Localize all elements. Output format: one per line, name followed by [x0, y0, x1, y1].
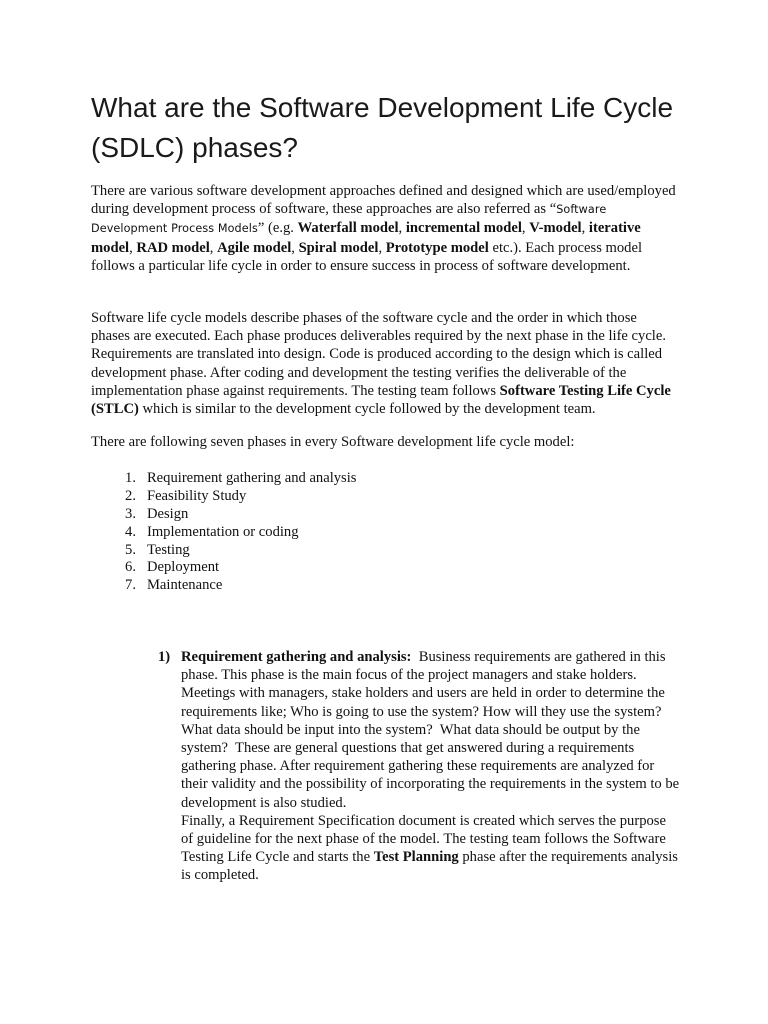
list-item-label: Deployment [146, 559, 220, 576]
separator: , [398, 220, 406, 237]
intro-process-models-term: Software Development Process Models [91, 203, 607, 236]
intro-text-1: There are various software development approaches defined and designed which are used/employed during development process of software, these approaches are also referred as “ [91, 183, 676, 218]
section-requirement-gathering [158, 648, 683, 885]
separator: , [581, 220, 589, 237]
phases-intro: There are following seven phases in every Software development life cycle model: [91, 434, 575, 450]
list-item [91, 541, 591, 559]
list-item-label: Design [146, 505, 189, 522]
list-item [91, 487, 591, 505]
list-item [91, 469, 591, 487]
list-item [91, 523, 591, 541]
intro-paragraph [91, 182, 677, 275]
list-item-number: 6. [125, 559, 136, 576]
model-agile: Agile model [217, 239, 292, 256]
model-v: V-model [529, 220, 582, 237]
model-incremental: incremental model [405, 220, 522, 237]
list-item-number: 7. [125, 577, 136, 594]
list-item [91, 558, 591, 576]
model-iterative: iterative model [91, 220, 641, 256]
list-item-label: Implementation or coding [146, 523, 299, 540]
list-item-number: 4. [125, 523, 136, 540]
model-prototype: Prototype model [385, 239, 489, 256]
separator: , [129, 239, 137, 256]
intro-text-3: etc.). Each process model follows a particular life cycle in order to ensure success in process of software development. [91, 239, 642, 274]
section-body [181, 648, 683, 885]
separator: , [209, 239, 218, 256]
section-title: Requirement gathering and analysis: [181, 649, 412, 665]
list-item-label: Maintenance [146, 577, 223, 594]
page-title: What are the Software Development Life Cycle (SDLC) phases? [91, 92, 674, 163]
separator: , [378, 239, 386, 256]
list-item-number: 2. [125, 487, 136, 504]
phases-list [91, 469, 591, 594]
list-item-label: Requirement gathering and analysis [146, 470, 357, 486]
section-paragraph-2 [181, 812, 680, 885]
model-waterfall: Waterfall model [297, 220, 399, 237]
section-text-2: Finally, a Requirement Specification document is created which serves the purpose of guideline for the next phase of the model. The testing team follows the Software Testing Life Cycle and starts the [181, 812, 666, 866]
section-text-3: phase after the requirements analysis is completed. [181, 849, 678, 884]
list-item-number: 3. [125, 505, 136, 522]
section-number: 1) [158, 649, 171, 665]
section-paragraph-1 [181, 648, 683, 812]
section-text-1: Business requirements are gathered in this phase. This phase is the main focus of the project managers and stake holders. Meetings with managers, stake holders and users are held in order to determine the requirements like; Who is going to use the system? How will they use the system? What data should be input into the system? What data should be output by the system? These are general questions that get answered during a requirements gathering phase. After requirement gathering these requirements are analyzed for their validity and the possibility of incorporating the requirements in the system to be development is also studied. [181, 649, 683, 811]
list-item [91, 576, 591, 594]
test-planning-term: Test Planning [373, 849, 459, 866]
separator: , [521, 220, 530, 237]
lifecycle-text-1: Software life cycle models describe phases of the software cycle and the order in which those phases are executed. Each phase produces deliverables required by the next phase in the life cycle. Requirements are translated into design. Code is produced according to the design which is called development phase. After coding and development the testing verifies the deliverable of the implementation phase against requirements. The testing team follows [91, 310, 666, 399]
lifecycle-text-2: which is similar to the development cycle followed by the development team. [138, 401, 596, 418]
list-item-number: 1. [125, 470, 136, 486]
intro-text-2: ” (e.g. [257, 220, 298, 237]
list-item-number: 5. [125, 541, 136, 558]
list-item-label: Testing [146, 541, 190, 558]
stlc-term: Software Testing Life Cycle (STLC) [91, 382, 671, 418]
list-item [91, 505, 591, 523]
model-rad: RAD model [136, 239, 210, 256]
model-spiral: Spiral model [298, 239, 379, 256]
list-item-label: Feasibility Study [146, 487, 247, 504]
lifecycle-paragraph [91, 309, 677, 418]
separator: , [291, 239, 299, 256]
